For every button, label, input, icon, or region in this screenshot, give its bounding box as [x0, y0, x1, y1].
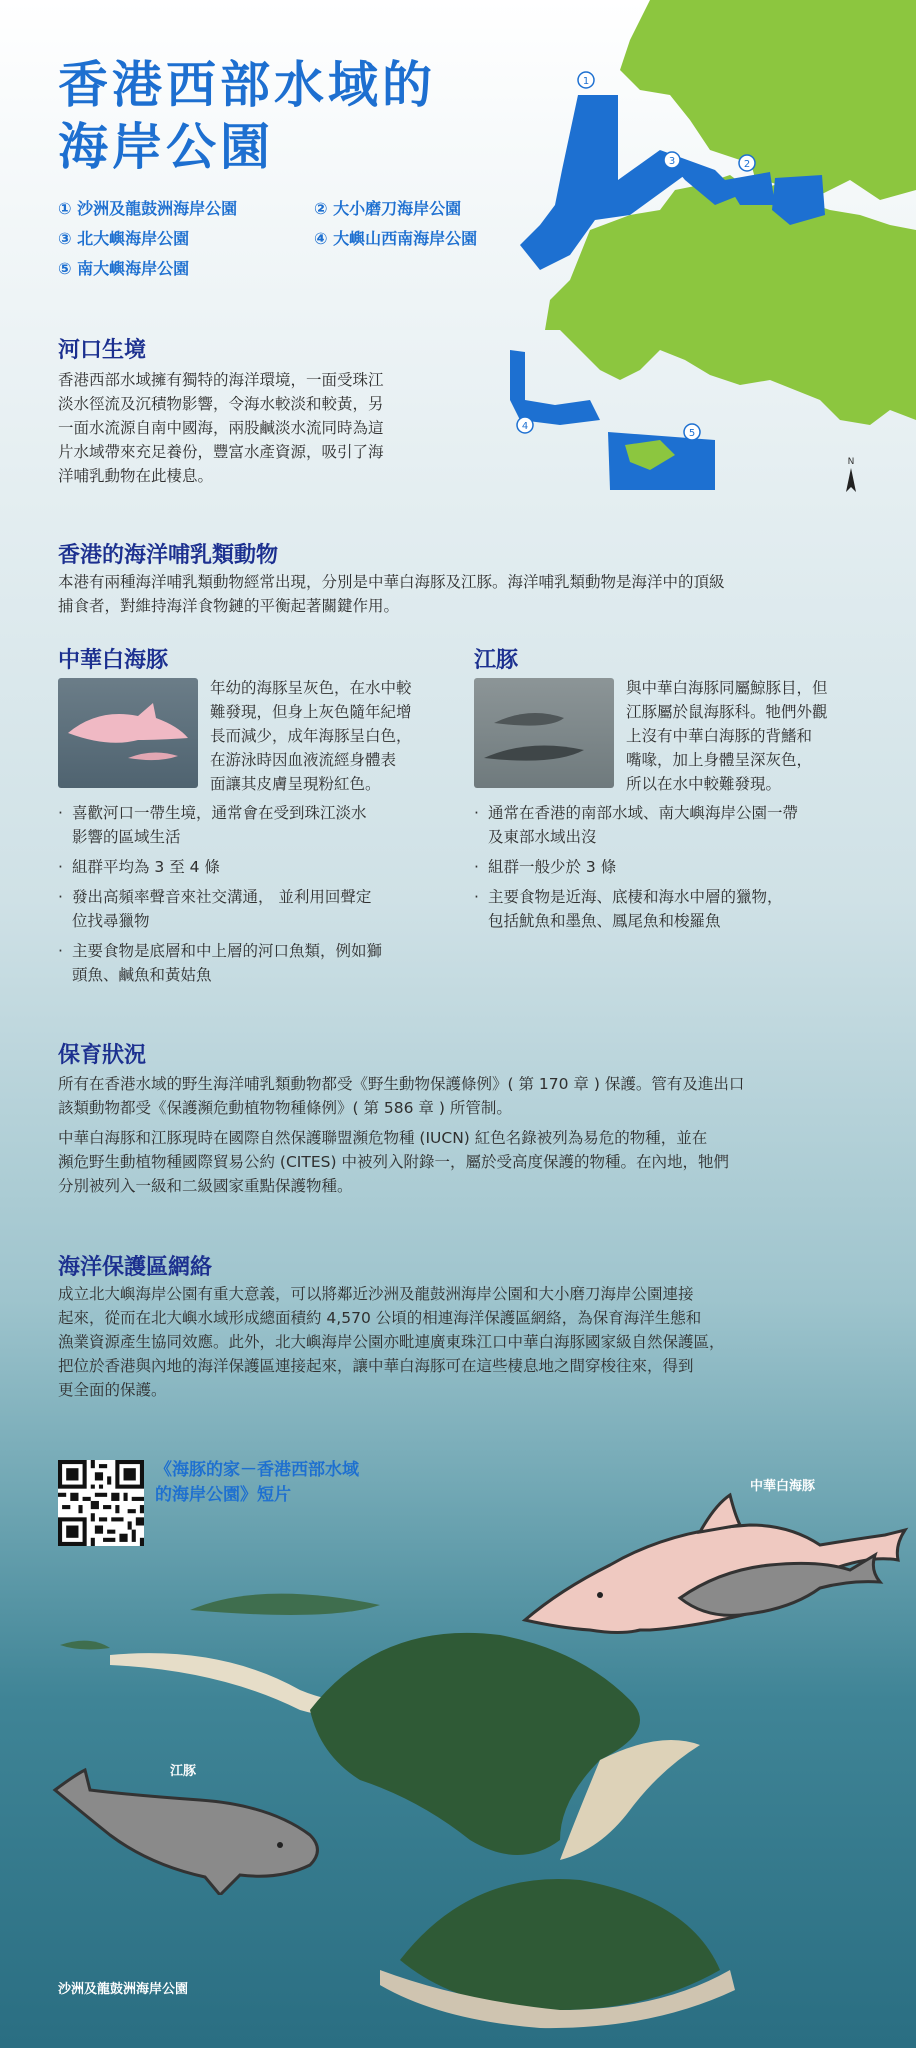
- mammals-line: 捕食者，對維持海洋食物鏈的平衡起著關鍵作用。: [58, 597, 400, 615]
- legend-item-5: ⑤ 南大嶼海岸公園: [58, 259, 190, 278]
- white-dolphin-illustration: [520, 1470, 910, 1640]
- network-heading: 海洋保護區網絡: [58, 1255, 213, 1280]
- video-link[interactable]: [155, 1458, 455, 1508]
- list-item: [474, 855, 874, 879]
- estuary-line: 片水域帶來充足養份，豐富水產資源，吸引了海: [58, 443, 384, 461]
- conservation-line: 該類動物都受《保護瀕危動植物物種條例》( 第 586 章 ) 所管制。: [58, 1099, 512, 1117]
- map-marker-4: [517, 417, 533, 433]
- white-dolphin-desc: [210, 676, 455, 796]
- island-south: [400, 1879, 720, 2010]
- porpoise-desc-line: 與中華白海豚同屬鯨豚目，但: [626, 679, 828, 697]
- list-item-line: 頭魚、鹹魚和黃姑魚: [72, 966, 212, 984]
- list-item-line: 包括魷魚和墨魚、鳳尾魚和梭羅魚: [488, 912, 721, 930]
- list-item-line: · 主要食物是近海、底棲和海水中層的獵物，: [488, 888, 783, 906]
- mammals-heading: 香港的海洋哺乳類動物: [58, 543, 279, 568]
- map-marker-5: [684, 424, 700, 440]
- porpoise-photo: [474, 678, 614, 788]
- video-link-line: 的海岸公園》短片: [155, 1485, 291, 1505]
- list-item-line: · 通常在香港的南部水域、南大嶼海岸公園一帶: [488, 804, 799, 822]
- porpoise-desc: [626, 676, 866, 796]
- video-qr-code[interactable]: [58, 1460, 144, 1546]
- island-far-left: [190, 1594, 380, 1615]
- list-item: [474, 801, 874, 849]
- map-marker-5-text: 5: [688, 428, 696, 439]
- network-paragraph: [58, 1282, 868, 1402]
- page-title: [58, 54, 528, 178]
- map-marker-2-text: 2: [743, 159, 751, 170]
- estuary-paragraph: [58, 368, 458, 488]
- title-line-1: 香港西部水域的: [58, 56, 436, 114]
- map-marker-3: [664, 152, 680, 168]
- network-line: 更全面的保護。: [58, 1381, 167, 1399]
- porpoise-body: [55, 1770, 318, 1895]
- white-dolphin-desc-line: 在游泳時因血液流經身體表: [210, 751, 397, 769]
- network-line: 起來，從而在北大嶼水域形成總面積約 4,570 公頃的相連海洋保護區網絡，為保育海洋生態和: [58, 1309, 702, 1327]
- legend-item-2: ② 大小磨刀海岸公園: [314, 199, 462, 218]
- conservation-line: 瀕危野生動植物種國際貿易公約 (CITES) 中被列入附錄一，屬於受高度保護的物種。在內地，牠們: [58, 1153, 729, 1171]
- mammals-paragraph: [58, 570, 858, 618]
- white-dolphin-fin: [700, 1495, 740, 1532]
- conservation-line: 分別被列入一級和二級國家重點保護物種。: [58, 1177, 353, 1195]
- conservation-line: 所有在香港水域的野生海洋哺乳類動物都受《野生動物保護條例》( 第 170 章 ) 保護。管有及進出口: [58, 1075, 745, 1093]
- conservation-line: 中華白海豚和江豚現時在國際自然保護聯盟瀕危物種 (IUCN) 紅色名錄被列為易危的物種，並在: [58, 1129, 708, 1147]
- white-dolphin-desc-line: 面讓其皮膚呈現粉紅色。: [210, 775, 381, 793]
- white-dolphin-desc-line: 難發現，但身上灰色隨年紀增: [210, 703, 412, 721]
- legend-item-4: ④ 大嶼山西南海岸公園: [314, 229, 478, 248]
- marine-park-map: [500, 0, 916, 500]
- list-item-line: · 發出高頻率聲音來社交溝通， 並利用回聲定: [72, 888, 372, 906]
- porpoise-label: 江豚: [170, 1764, 197, 1779]
- conservation-heading: 保育狀況: [58, 1043, 147, 1068]
- video-link-line: 《海豚的家－香港西部水域: [155, 1460, 359, 1480]
- white-dolphin-photo: [58, 678, 198, 788]
- list-item: [58, 801, 458, 849]
- list-item: [58, 939, 458, 987]
- porpoise-desc-line: 嘴喙，加上身體呈深灰色，: [626, 751, 813, 769]
- porpoise-eye: [277, 1842, 283, 1848]
- list-item-line: · 組群一般少於 3 條: [488, 858, 617, 876]
- porpoise-desc-line: 所以在水中較難發現。: [626, 775, 782, 793]
- estuary-line: 一面水流源自南中國海，兩股鹹淡水流同時為這: [58, 419, 384, 437]
- map-marker-2: [739, 155, 755, 171]
- list-item: [474, 885, 874, 933]
- white-dolphin-desc-line: 長而減少，成年海豚呈白色，: [210, 727, 412, 745]
- mammals-line: 本港有兩種海洋哺乳類動物經常出現，分別是中華白海豚及江豚。海洋哺乳類動物是海洋中的頂級: [58, 573, 725, 591]
- white-dolphin-heading: 中華白海豚: [58, 648, 169, 673]
- network-line: 把位於香港與內地的海洋保護區連接起來，讓中華白海豚可在這些棲息地之間穿梭往來，得到: [58, 1357, 694, 1375]
- map-marker-1-text: 1: [582, 76, 590, 87]
- white-dolphin-label: 中華白海豚: [750, 1479, 816, 1494]
- map-marker-3-text: 3: [668, 156, 676, 167]
- list-item-line: · 組群平均為 3 至 4 條: [72, 858, 220, 876]
- list-item-line: 位找尋獵物: [72, 912, 150, 930]
- map-marker-4-text: 4: [521, 421, 529, 432]
- porpoise-desc-line: 上沒有中華白海豚的背鰭和: [626, 727, 813, 745]
- porpoise-facts: [474, 801, 874, 939]
- white-dolphin-desc-line: 年幼的海豚呈灰色，在水中較: [210, 679, 412, 697]
- legend-item-3: ③ 北大嶼海岸公園: [58, 229, 190, 248]
- estuary-line: 洋哺乳動物在此棲息。: [58, 467, 214, 485]
- list-item-line: · 主要食物是底層和中上層的河口魚類，例如獅: [72, 942, 383, 960]
- conservation-paragraph-2: [58, 1126, 868, 1198]
- network-line: 成立北大嶼海岸公園有重大意義，可以將鄰近沙洲及龍鼓洲海岸公園和大小磨刀海岸公園連接: [58, 1285, 694, 1303]
- white-dolphin-eye: [597, 1592, 603, 1598]
- north-label: N: [847, 457, 855, 467]
- conservation-paragraph-1: [58, 1072, 868, 1120]
- network-line: 漁業資源產生協同效應。此外，北大嶼海岸公園亦毗連廣東珠江口中華白海豚國家級自然保護區，: [58, 1333, 725, 1351]
- white-dolphin-facts: [58, 801, 458, 993]
- legend-item-1: ① 沙洲及龍鼓洲海岸公園: [58, 199, 238, 218]
- north-arrow-icon: [846, 457, 856, 492]
- porpoise-illustration: [50, 1755, 330, 1895]
- map-marker-1: [578, 72, 594, 88]
- list-item: [58, 855, 458, 879]
- island-small-left: [60, 1641, 110, 1650]
- list-item-line: · 喜歡河口一帶生境，通常會在受到珠江淡水: [72, 804, 367, 822]
- map-park-4: [510, 350, 600, 425]
- estuary-heading: 河口生境: [58, 338, 147, 363]
- photo-caption: 沙洲及龍鼓洲海岸公園: [58, 1982, 189, 1997]
- list-item: [58, 885, 458, 933]
- porpoise-desc-line: 江豚屬於鼠海豚科。牠們外觀: [626, 703, 828, 721]
- list-item-line: 及東部水域出沒: [488, 828, 597, 846]
- estuary-line: 香港西部水域擁有獨特的海洋環境，一面受珠江: [58, 371, 384, 389]
- list-item-line: 影響的區域生活: [72, 828, 181, 846]
- title-line-2: 海岸公園: [58, 118, 274, 176]
- porpoise-heading: 江豚: [474, 648, 519, 673]
- estuary-line: 淡水徑流及沉積物影響，令海水較淡和較黃，另: [58, 395, 384, 413]
